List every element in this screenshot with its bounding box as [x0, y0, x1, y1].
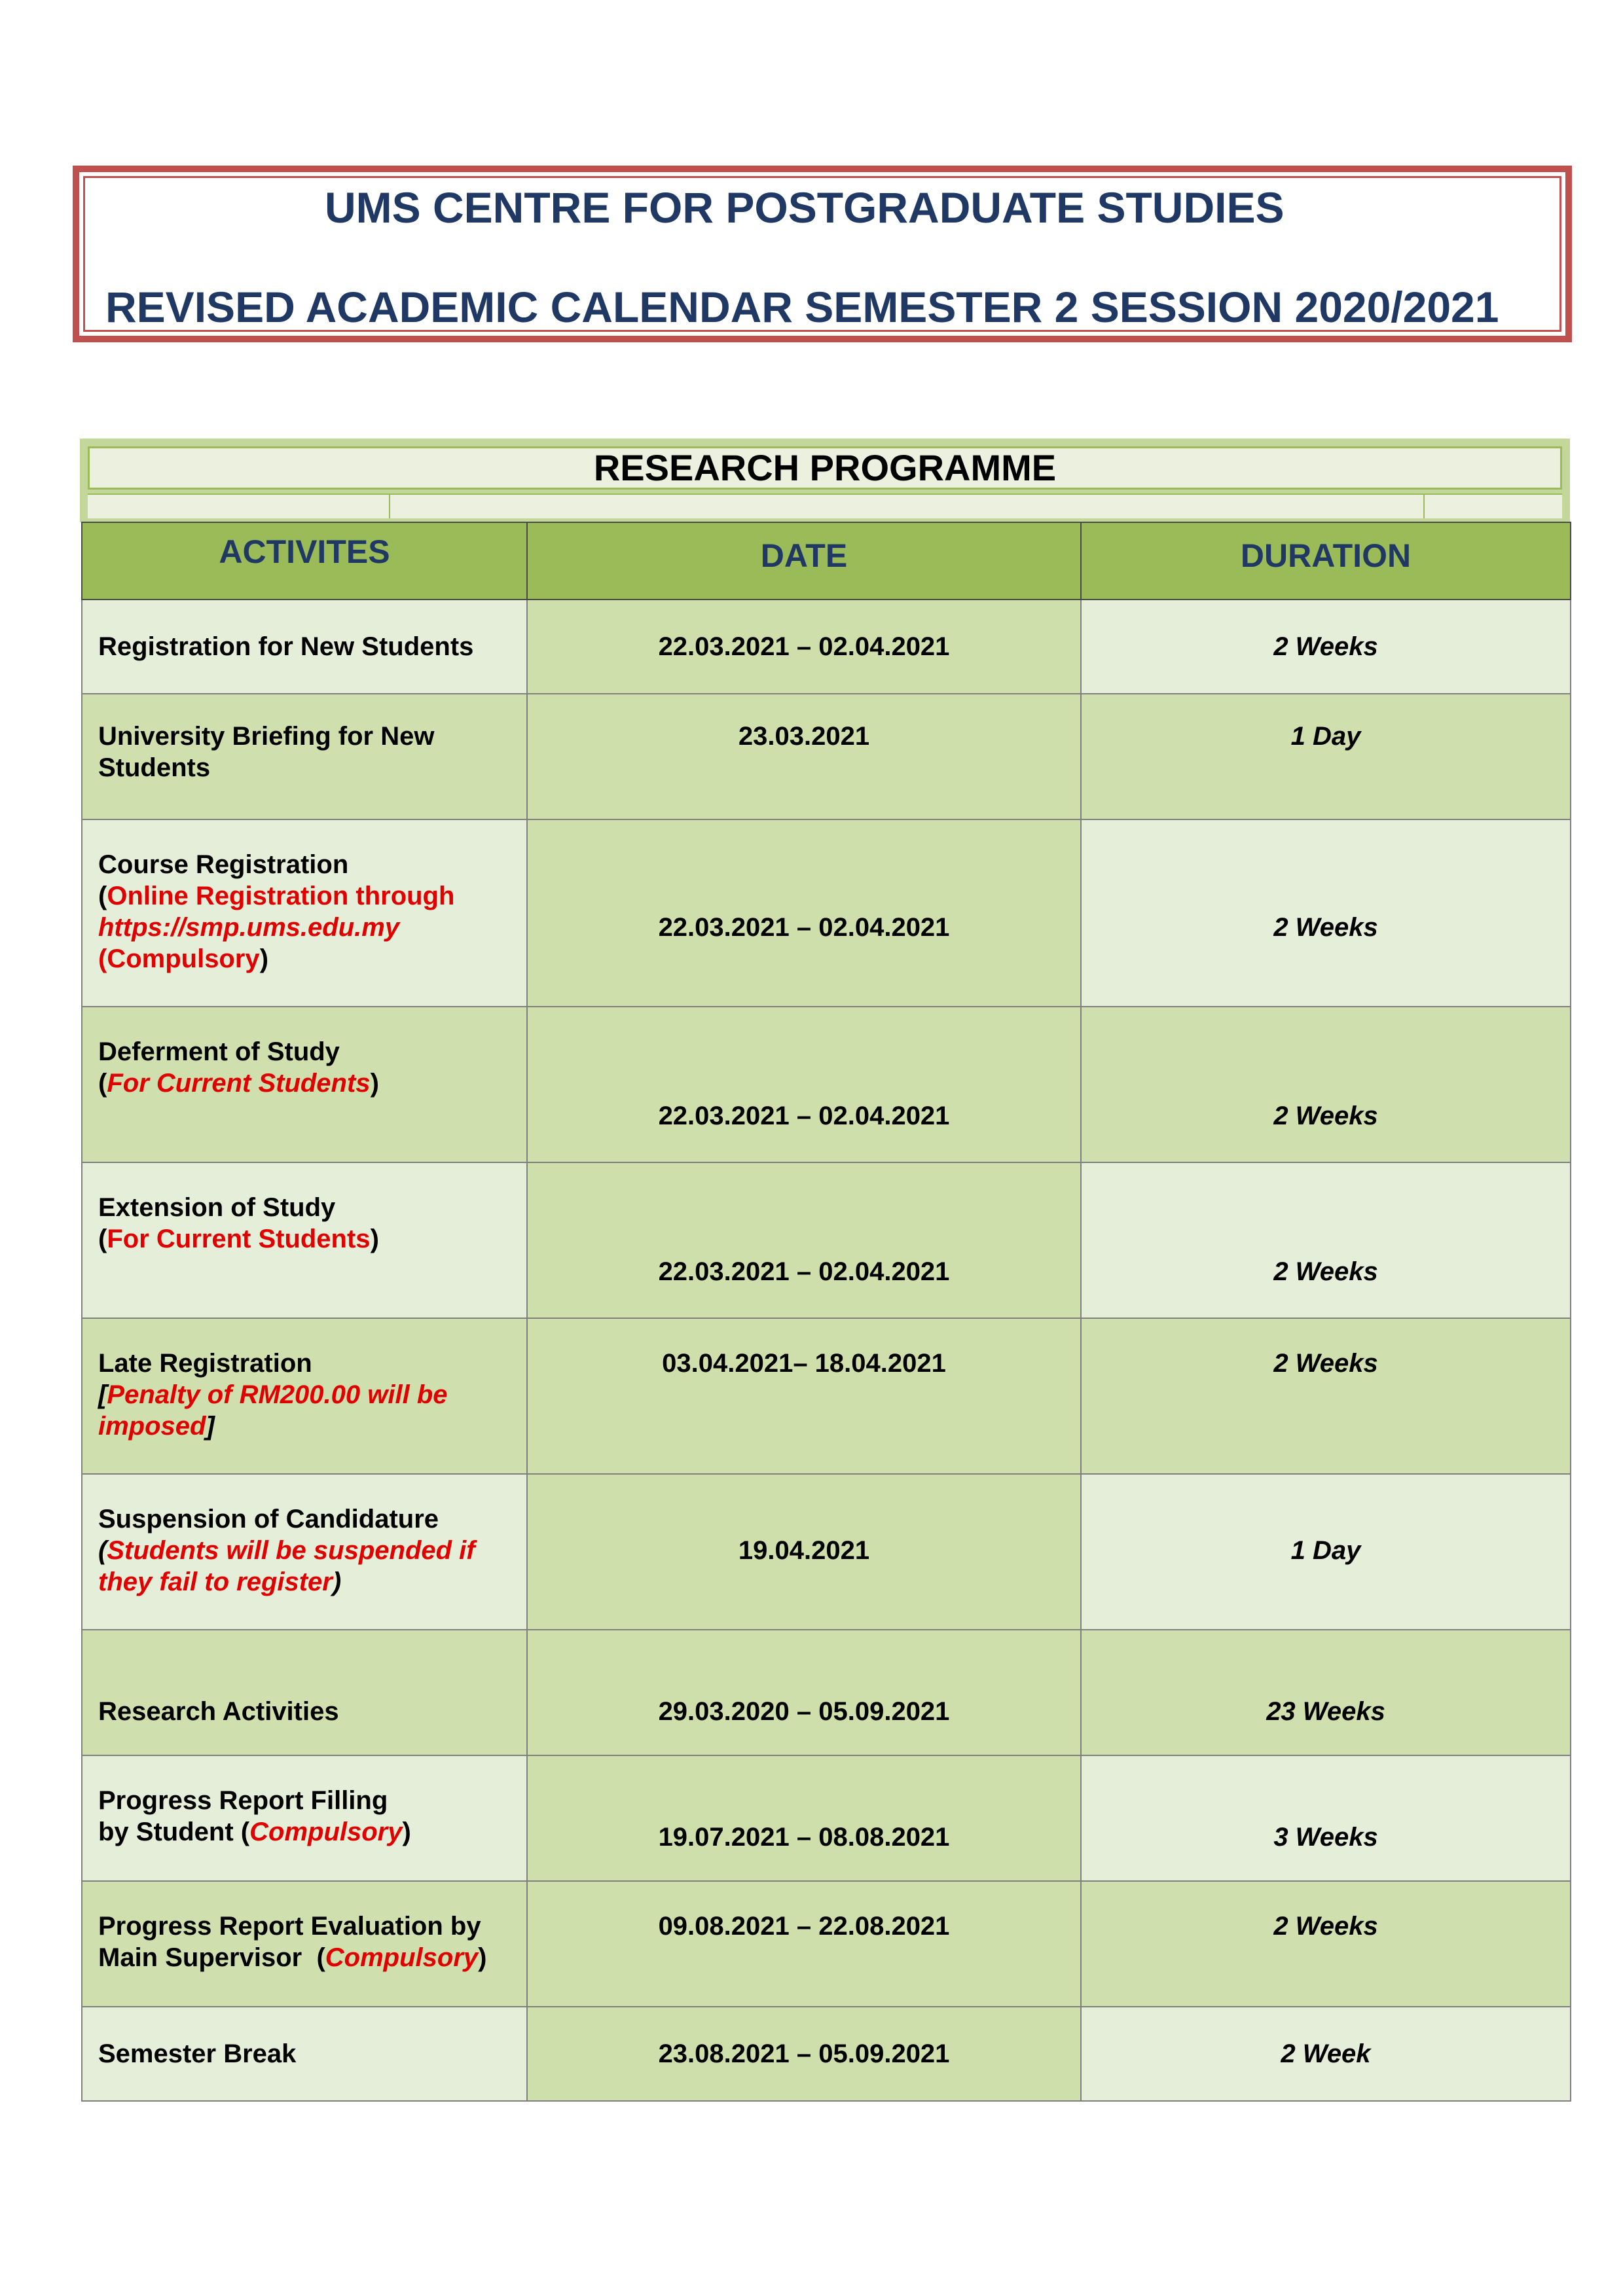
activity-cell: Extension of Study (For Current Students) — [82, 1162, 527, 1318]
activity-cell: Suspension of Candidature (Students will be suspended if they fail to register) — [82, 1474, 527, 1630]
table-row — [82, 1474, 1571, 1630]
section-header — [80, 439, 1570, 522]
section-title: RESEARCH PROGRAMME — [88, 446, 1562, 490]
calendar-table — [81, 522, 1571, 2102]
date-cell: 19.07.2021 – 08.08.2021 — [527, 1755, 1081, 1881]
date-cell: 22.03.2021 – 02.04.2021 — [527, 819, 1081, 1007]
table-row — [82, 1755, 1571, 1881]
activity-cell: Research Activities — [82, 1630, 527, 1755]
duration-cell: 3 Weeks — [1081, 1755, 1571, 1881]
date-cell: 03.04.2021– 18.04.2021 — [527, 1318, 1081, 1474]
table-row — [82, 1162, 1571, 1318]
table-row — [82, 1007, 1571, 1162]
date-cell: 23.03.2021 — [527, 694, 1081, 819]
page-title: UMS CENTRE FOR POSTGRADUATE STUDIES — [325, 183, 1285, 232]
duration-cell: 1 Day — [1081, 694, 1571, 819]
date-cell: 09.08.2021 – 22.08.2021 — [527, 1881, 1081, 2007]
column-header-activities: ACTIVITES — [82, 522, 527, 600]
duration-cell: 2 Weeks — [1081, 1007, 1571, 1162]
activity-cell: Course Registration (Online Registration through https://smp.ums.edu.my (Compulsory) — [82, 819, 527, 1007]
duration-cell: 2 Weeks — [1081, 600, 1571, 694]
table-row — [82, 600, 1571, 694]
date-cell: 22.03.2021 – 02.04.2021 — [527, 1007, 1081, 1162]
table-row — [82, 694, 1571, 819]
duration-cell: 2 Weeks — [1081, 1162, 1571, 1318]
section-subrow — [88, 493, 1562, 518]
column-header-date: DATE — [527, 522, 1081, 600]
table-row — [82, 1318, 1571, 1474]
duration-cell: 2 Week — [1081, 2007, 1571, 2101]
activity-cell: Deferment of Study (For Current Students) — [82, 1007, 527, 1162]
date-cell: 29.03.2020 – 05.09.2021 — [527, 1630, 1081, 1755]
page-subtitle: REVISED ACADEMIC CALENDAR SEMESTER 2 SESSION 2020/2021 — [105, 283, 1499, 331]
title-box — [73, 166, 1572, 342]
duration-cell: 1 Day — [1081, 1474, 1571, 1630]
duration-cell: 2 Weeks — [1081, 819, 1571, 1007]
date-cell: 22.03.2021 – 02.04.2021 — [527, 600, 1081, 694]
date-cell: 22.03.2021 – 02.04.2021 — [527, 1162, 1081, 1318]
activity-cell: Registration for New Students — [82, 600, 527, 694]
duration-cell: 2 Weeks — [1081, 1881, 1571, 2007]
table-row — [82, 819, 1571, 1007]
table-row — [82, 1881, 1571, 2007]
table-row — [82, 2007, 1571, 2101]
duration-cell: 23 Weeks — [1081, 1630, 1571, 1755]
activity-cell: Progress Report Evaluation by Main Supervisor (Compulsory) — [82, 1881, 527, 2007]
column-header-duration: DURATION — [1081, 522, 1571, 600]
activity-cell: Progress Report Filling by Student (Compulsory) — [82, 1755, 527, 1881]
date-cell: 23.08.2021 – 05.09.2021 — [527, 2007, 1081, 2101]
activity-cell: Late Registration [Penalty of RM200.00 will be imposed] — [82, 1318, 527, 1474]
activity-cell: Semester Break — [82, 2007, 527, 2101]
table-row — [82, 1630, 1571, 1755]
duration-cell: 2 Weeks — [1081, 1318, 1571, 1474]
activity-cell: University Briefing for New Students — [82, 694, 527, 819]
table-header-row — [82, 522, 1571, 600]
date-cell: 19.04.2021 — [527, 1474, 1081, 1630]
